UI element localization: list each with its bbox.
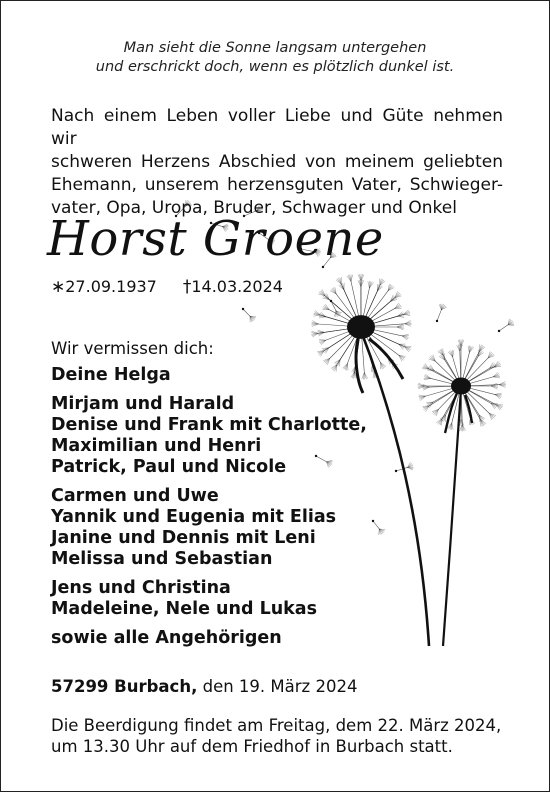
mourners-list xyxy=(51,365,367,649)
mourner-line: Patrick, Paul und Nicole xyxy=(51,457,287,477)
mourner-line: Melissa und Sebastian xyxy=(51,549,273,569)
life-dates xyxy=(51,277,283,297)
birth-date-value: 27.09.1937 xyxy=(65,277,157,296)
mourner-group xyxy=(51,486,367,570)
mourner-line: Denise und Frank mit Charlotte, xyxy=(51,415,367,435)
mourner-line: Maximilian und Henri xyxy=(51,436,262,456)
birth-date xyxy=(51,277,157,297)
motto-line-1: Man sieht die Sonne langsam untergehen xyxy=(123,40,427,56)
mourner-line: Madeleine, Nele und Lukas xyxy=(51,599,318,619)
intro-text xyxy=(51,105,503,220)
location: 57299 Burbach, xyxy=(51,677,198,696)
mourner-line: sowie alle Angehörigen xyxy=(51,628,282,648)
funeral-line-2: um 13.30 Uhr auf dem Friedhof in Burbach statt. xyxy=(51,737,453,756)
intro-line: Ehemann, unserem herzensguten Vater, Schwieger- xyxy=(51,175,503,195)
deceased-name: Horst Groene xyxy=(47,211,384,267)
birth-star-icon: ∗ xyxy=(51,277,66,297)
death-cross-icon: † xyxy=(182,277,192,297)
intro-line: Nach einem Leben voller Liebe und Güte nehmen wir xyxy=(51,106,503,149)
mourners-heading: Wir vermissen dich: xyxy=(51,339,214,358)
mourner-line: Yannik und Eugenia mit Elias xyxy=(51,507,337,527)
mourner-group xyxy=(51,578,367,620)
mourner-group xyxy=(51,365,367,386)
motto-line-2: und erschrickt doch, wenn es plötzlich dunkel ist. xyxy=(95,59,455,75)
mourner-line: Deine Helga xyxy=(51,365,171,385)
motto xyxy=(1,39,549,77)
mourner-line: Janine und Dennis mit Leni xyxy=(51,528,316,548)
notice-date: den 19. März 2024 xyxy=(202,677,358,696)
death-date-value: 14.03.2024 xyxy=(191,277,283,296)
funeral-info xyxy=(51,715,511,757)
mourner-line: Carmen und Uwe xyxy=(51,486,219,506)
mourner-group xyxy=(51,394,367,478)
mourner-line: Mirjam und Harald xyxy=(51,394,235,414)
mourner-line: Jens und Christina xyxy=(51,578,231,598)
intro-line: vater, Opa, Uropa, Bruder, Schwager und Onkel xyxy=(51,198,457,218)
intro-line: schweren Herzens Abschied von meinem geliebten xyxy=(51,152,503,172)
place-and-date xyxy=(51,677,357,697)
funeral-line-1: Die Beerdigung findet am Freitag, dem 22. März 2024, xyxy=(51,716,502,735)
mourner-group xyxy=(51,628,367,649)
death-date xyxy=(183,277,283,297)
